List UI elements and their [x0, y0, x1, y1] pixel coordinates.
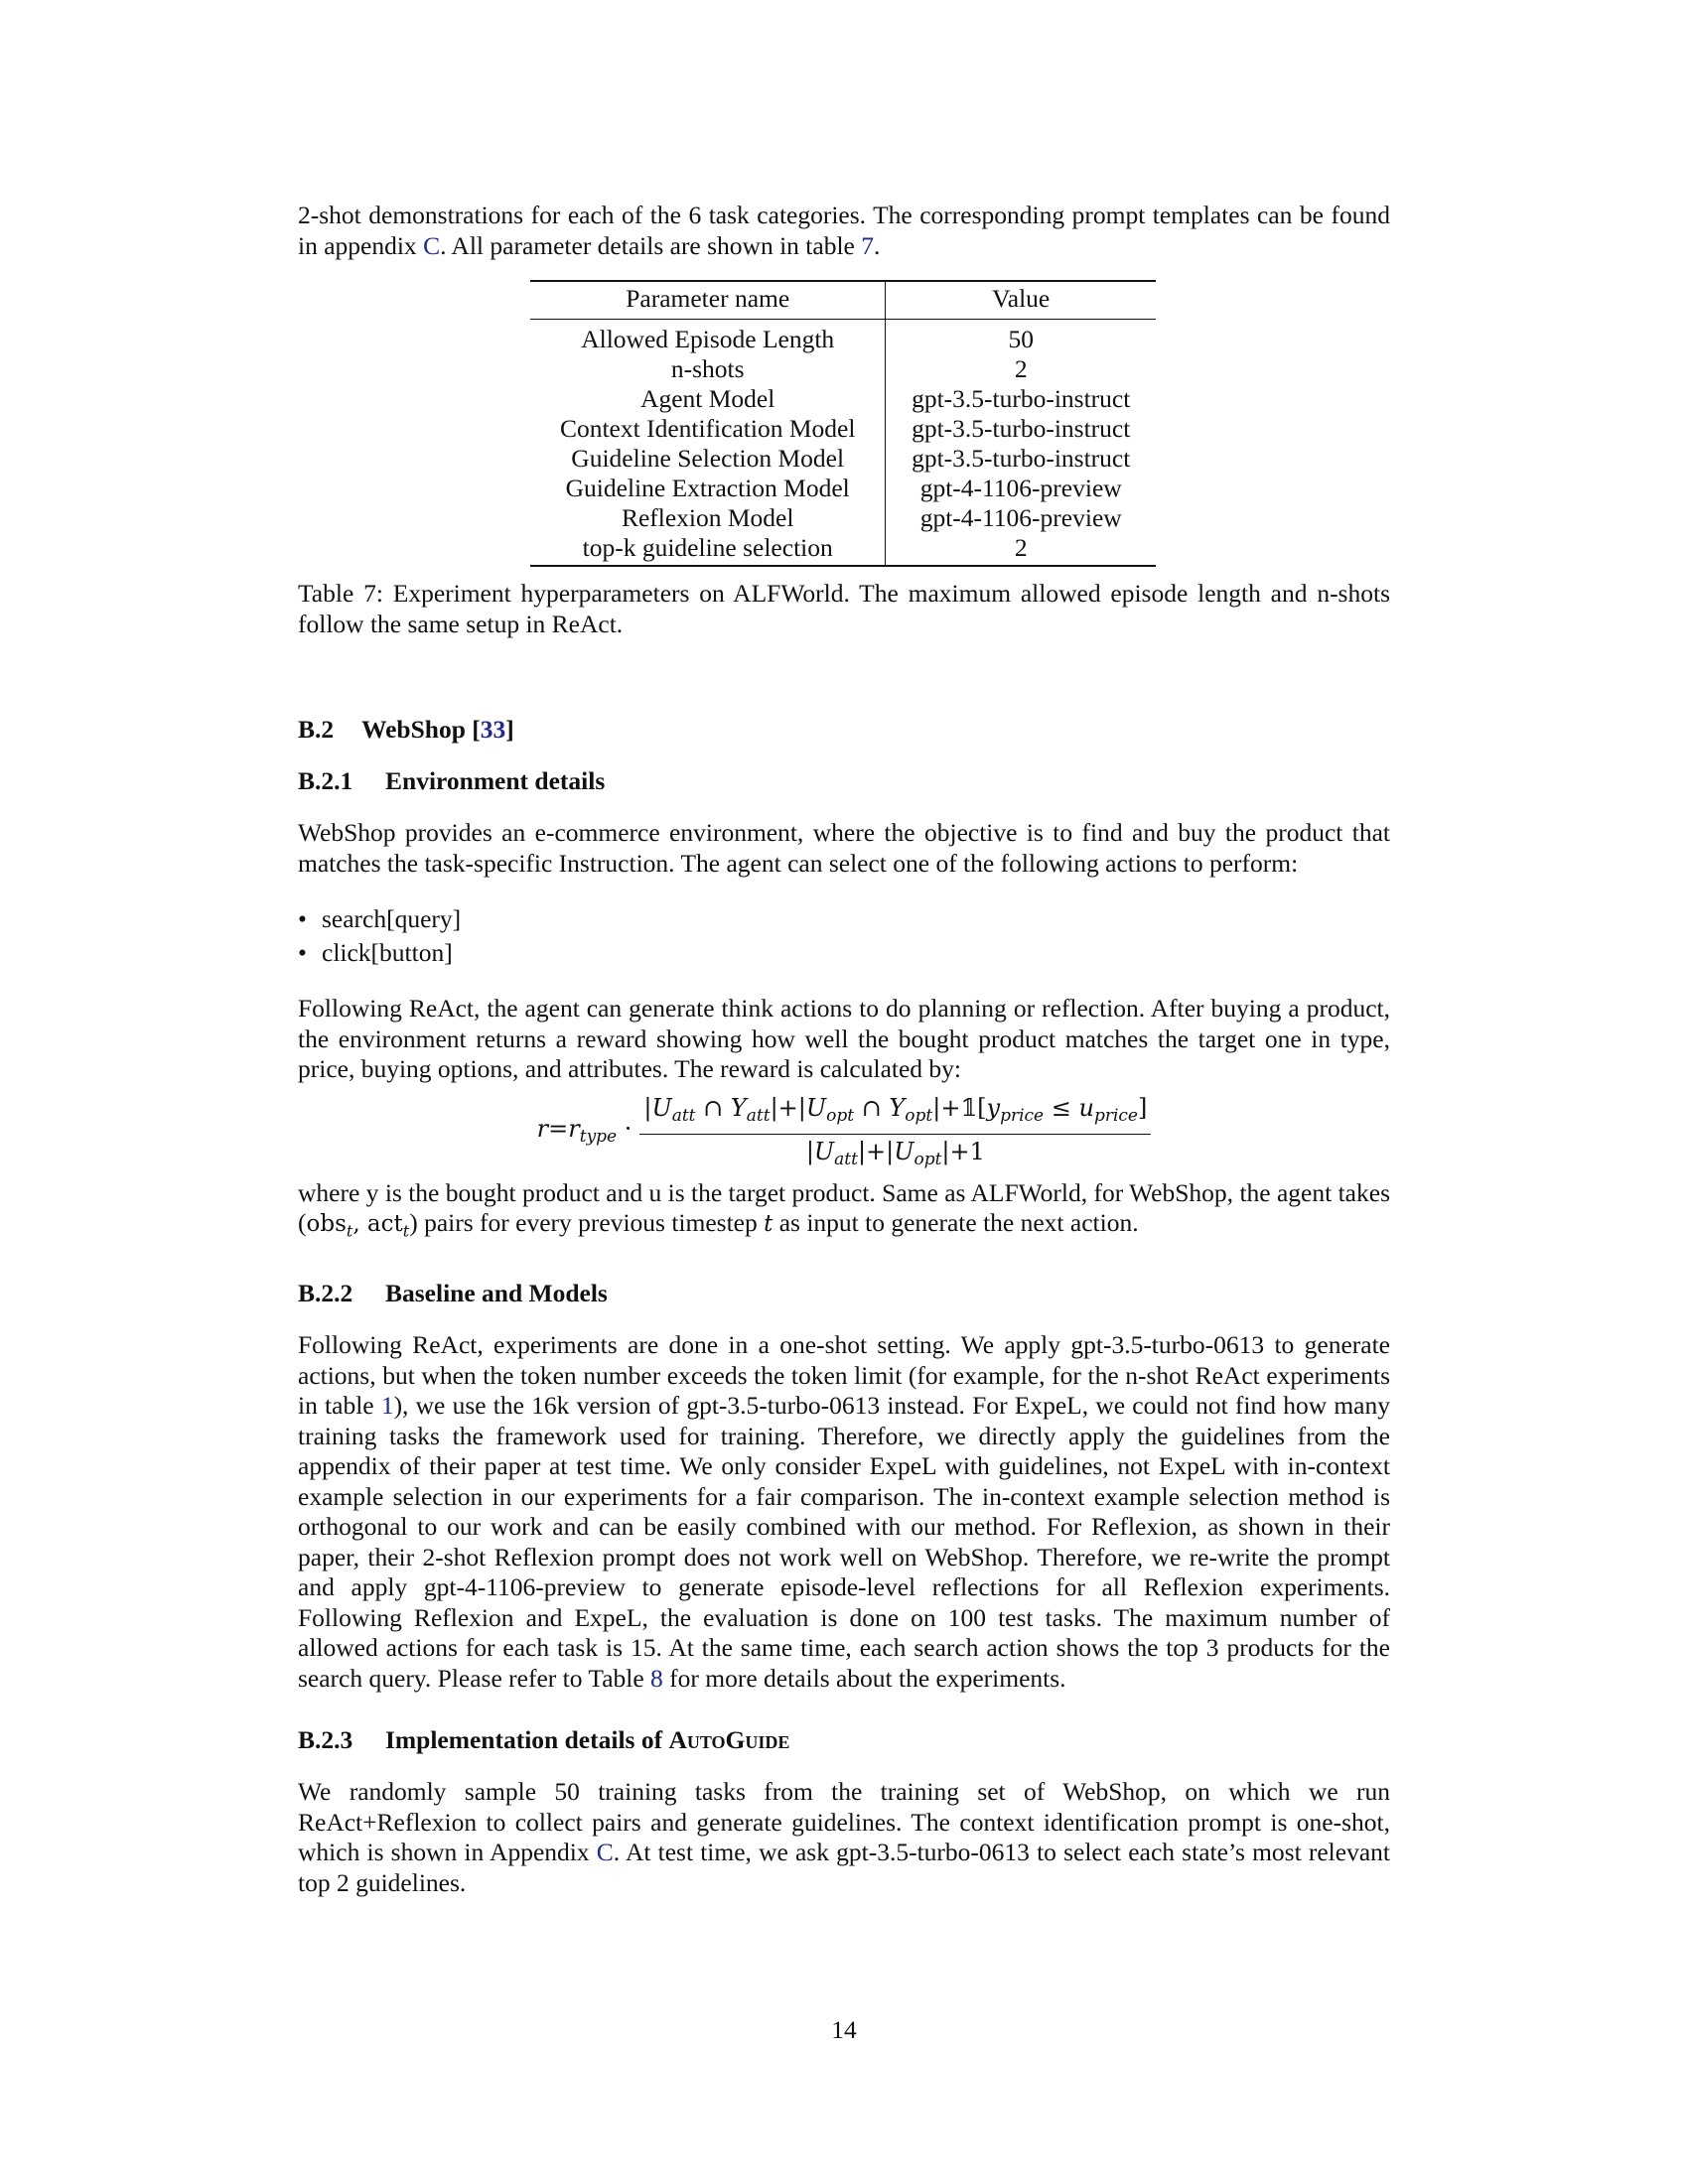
- param-name: top-k guideline selection: [582, 533, 833, 562]
- implementation-paragraph: [298, 1777, 1390, 1898]
- env-paragraph-2: Following ReAct, the agent can generate think actions to do planning or reflection. After buying a product, the environment returns a reward showing how well the bought product matches the target one in type, price, buying options, and attributes. The reward is calculated by:: [298, 994, 1390, 1083]
- subsection-heading-implementation: [298, 1725, 1390, 1755]
- param-value: 2: [886, 533, 1156, 566]
- param-value: 50: [886, 320, 1156, 355]
- table-7-link[interactable]: 7: [861, 230, 874, 260]
- subsection-number: B.2.3: [298, 1725, 353, 1755]
- page-number: 14: [831, 2015, 857, 2044]
- param-value: gpt-4-1106-preview: [886, 503, 1156, 533]
- header-parameter-name: Parameter name: [530, 281, 886, 320]
- reward-fraction: $\frac{|U_{att} \cap Y_{att}|+|U_{opt} \cap Y_{opt}|+𝟙[y_{price} \le u_{price}]}{|U_{att}|+|U_{opt}|+1}$: [639, 1093, 1151, 1174]
- para3-text-b: ) pairs for every previous timestep: [409, 1208, 765, 1237]
- table-row: [530, 444, 1156, 474]
- parameter-table: [530, 280, 1156, 567]
- param-name: Context Identification Model: [559, 414, 856, 443]
- table-row: [530, 474, 1156, 503]
- param-name: Guideline Selection Model: [571, 444, 845, 473]
- param-value: gpt-3.5-turbo-instruct: [886, 384, 1156, 414]
- baseline-text-b: ), we use the 16k version of gpt-3.5-turbo-0613 instead. For ExpeL, we could not find how many training tasks the framework used for training. Therefore, we directly apply the guidelines from the appendix of their paper at test time. We only consider ExpeL with guidelines, not ExpeL with in-context example selection in our experiments for a fair comparison. The in-context example selection method is orthogonal to our work and can be easily combined with our method. For Reflexion, as shown in their paper, their 2-shot Reflexion prompt does not work well on WebShop. Therefore, we re-write the prompt and apply gpt-4-1106-preview to generate episode-level reflections for all Reflexion experiments. Following Reflexion and ExpeL, the evaluation is done on 100 test tasks. The maximum number of allowed actions for each task is 15. At the same time, each search action shows the top 3 products for the search query. Please refer to Table: [298, 1391, 1390, 1693]
- env-paragraph-3: where y is the bought product and u is the target product. Same as ALFWorld, for WebShop, the agent takes (obs$_t$, act$_t$) pairs for every previous timestep t as input to generate the next action.: [298, 1177, 1390, 1241]
- param-name: Reflexion Model: [621, 503, 794, 532]
- env-paragraph-1: WebShop provides an e-commerce environment, where the objective is to find and buy the product that matches the task-specific Instruction. The agent can select one of the following actions to perform:: [298, 818, 1390, 878]
- table-header-row: [530, 281, 1156, 320]
- impl-text-a: We randomly sample 50 training tasks from the training set of WebShop, on which we run ReAct+Reflexion to collect pairs and generate guidelines. The context identification prompt is one-shot, which is shown in Appendix: [298, 1777, 1390, 1867]
- page-content: [298, 201, 1390, 1898]
- table-8-link[interactable]: 8: [650, 1663, 663, 1693]
- table-row: [530, 384, 1156, 414]
- appendix-c-link-2[interactable]: C: [596, 1838, 614, 1867]
- para3-text-a: where y is the bought product and u is the target product. Same as ALFWorld, for WebShop, the agent takes (: [298, 1177, 1390, 1237]
- subsection-number: B.2.2: [298, 1279, 353, 1308]
- reward-formula: $r=r_{type}$ · $\frac{|U_{att} \cap Y_{att}|+|U_{opt} \cap Y_{opt}|+𝟙[y_{price} \le u_{price}]}{|U_{att}|+|U_{opt}|+1}$: [298, 1093, 1390, 1174]
- section-number: B.2: [298, 715, 335, 744]
- table-row: [530, 414, 1156, 444]
- param-name: Allowed Episode Length: [581, 325, 835, 353]
- baseline-paragraph: [298, 1330, 1390, 1694]
- param-name: Guideline Extraction Model: [565, 474, 850, 502]
- intro-text-end: .: [873, 230, 881, 260]
- intro-text: 2-shot demonstrations for each of the 6 task categories. The corresponding prompt templates can be found in appendix: [298, 201, 1390, 260]
- table-row: [530, 503, 1156, 533]
- citation-33-link[interactable]: 33: [480, 715, 506, 744]
- subsection-number: B.2.1: [298, 766, 353, 795]
- subsection-heading-baseline: [298, 1279, 1390, 1308]
- table-row: [530, 320, 1156, 355]
- subsection-title: Environment details: [385, 766, 606, 795]
- autoguide-name: AutoGuide: [668, 1725, 790, 1755]
- subsection-title: Implementation details of: [385, 1725, 669, 1755]
- table-row: [530, 354, 1156, 384]
- table-1-link[interactable]: 1: [380, 1391, 394, 1421]
- param-value: gpt-3.5-turbo-instruct: [886, 444, 1156, 474]
- subsection-heading-env: [298, 766, 1390, 796]
- section-title: WebShop [: [361, 715, 481, 744]
- param-value: 2: [886, 354, 1156, 384]
- section-heading: [298, 715, 1390, 745]
- intro-text-mid: . All parameter details are shown in table: [440, 230, 862, 260]
- param-name: Agent Model: [640, 384, 775, 413]
- param-name: n-shots: [670, 354, 745, 383]
- list-item: • click[button]: [298, 936, 1390, 970]
- section-title-end: ]: [505, 715, 514, 744]
- param-value: gpt-3.5-turbo-instruct: [886, 414, 1156, 444]
- param-value: gpt-4-1106-preview: [886, 474, 1156, 503]
- baseline-text-a: Following ReAct, experiments are done in a one-shot setting. We apply gpt-3.5-turbo-0613 to generate actions, but when the token number exceeds the token limit (for example, for the n-shot ReAct experiments in table: [298, 1330, 1390, 1421]
- para3-text-c: as input to generate the next action.: [773, 1208, 1139, 1237]
- action-list: [298, 902, 1390, 970]
- baseline-text-c: for more details about the experiments.: [662, 1663, 1066, 1693]
- header-value: Value: [886, 281, 1156, 320]
- list-item: • search[query]: [298, 902, 1390, 936]
- subsection-title: Baseline and Models: [385, 1279, 608, 1308]
- table-row: [530, 533, 1156, 566]
- appendix-c-link[interactable]: C: [423, 230, 441, 260]
- table-caption: Table 7: Experiment hyperparameters on ALFWorld. The maximum allowed episode length and n-shots follow the same setup in ReAct.: [298, 579, 1390, 638]
- impl-text-b: . At test time, we ask gpt-3.5-turbo-0613 to select each state’s most relevant top 2 guidelines.: [298, 1838, 1390, 1897]
- intro-paragraph: [298, 201, 1390, 261]
